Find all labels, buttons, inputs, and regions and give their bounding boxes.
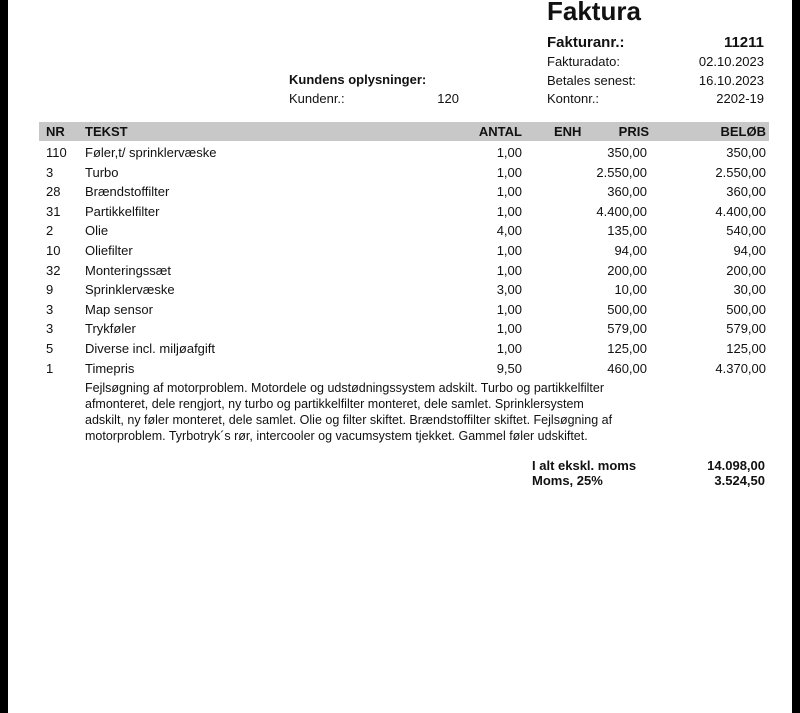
cell-belob: 500,00 — [726, 301, 766, 317]
cell-antal: 1,00 — [496, 301, 522, 317]
cell-pris: 2.550,00 — [596, 164, 647, 180]
due-date-row — [547, 73, 764, 92]
cell-antal: 1,00 — [496, 262, 522, 278]
invoice-title: Faktura — [547, 0, 641, 26]
due-date-label: Betales senest: — [547, 73, 636, 88]
cell-belob: 360,00 — [726, 184, 766, 200]
work-description — [85, 380, 675, 444]
table-row — [39, 202, 769, 221]
invoice-number-label: Fakturanr.: — [547, 34, 625, 51]
table-row — [39, 182, 769, 201]
invoice-number-value: 11211 — [723, 34, 764, 51]
vat-label: Moms, 25% — [532, 473, 603, 488]
invoice-number-row — [547, 34, 764, 53]
table-row — [39, 261, 769, 280]
invoice-date-label: Fakturadato: — [547, 54, 620, 69]
table-row — [39, 241, 769, 260]
cell-antal: 1,00 — [496, 321, 522, 337]
header-antal: ANTAL — [478, 124, 522, 139]
cell-nr: 110 — [46, 145, 67, 160]
cell-antal: 1,00 — [496, 164, 522, 180]
total-excl-vat-label: I alt ekskl. moms — [532, 458, 637, 473]
cell-belob: 200,00 — [726, 262, 766, 278]
cell-pris: 579,00 — [607, 321, 647, 337]
header-tekst: TEKST — [85, 124, 128, 139]
cell-belob: 2.550,00 — [715, 164, 766, 180]
description-line: motorproblem. Tyrbotryk´s rør, intercooler og vacumsystem tjekket. Gammel føler udskiftet. — [85, 429, 588, 443]
cell-nr: 1 — [46, 360, 54, 376]
table-row — [39, 300, 769, 319]
cell-antal: 3,00 — [496, 282, 522, 298]
invoice-date-value: 02.10.2023 — [698, 54, 764, 69]
cell-antal: 1,00 — [496, 184, 522, 200]
cell-tekst: Partikkelfilter — [85, 203, 160, 219]
table-row — [39, 221, 769, 240]
table-row — [39, 339, 769, 358]
cell-tekst: Diverse incl. miljøafgift — [85, 341, 216, 356]
cell-nr: 10 — [46, 243, 61, 258]
header-nr: NR — [46, 124, 65, 139]
cell-pris: 460,00 — [607, 360, 647, 376]
cell-belob: 125,00 — [726, 341, 766, 356]
cell-antal: 1,00 — [496, 341, 522, 356]
cell-pris: 500,00 — [607, 301, 647, 317]
table-row — [39, 359, 769, 378]
vat-value: 3.524,50 — [714, 473, 765, 488]
cell-antal: 1,00 — [496, 243, 522, 258]
table-header — [39, 122, 769, 141]
cell-pris: 200,00 — [607, 262, 647, 278]
customer-number-row — [289, 91, 459, 106]
table-row — [39, 143, 769, 162]
cell-tekst: Timepris — [85, 360, 135, 376]
cell-belob: 579,00 — [726, 321, 766, 337]
cell-belob: 350,00 — [726, 145, 766, 160]
table-row — [39, 163, 769, 182]
customer-number-label: Kundenr.: — [289, 91, 345, 106]
cell-nr: 32 — [46, 262, 61, 278]
cell-tekst: Føler,t/ sprinklervæske — [85, 145, 217, 160]
cell-nr: 5 — [46, 341, 54, 356]
cell-antal: 4,00 — [496, 223, 522, 239]
account-label: Kontonr.: — [547, 91, 600, 106]
cell-pris: 135,00 — [607, 223, 647, 239]
cell-pris: 360,00 — [607, 184, 647, 200]
header-pris: PRIS — [618, 124, 649, 139]
account-row — [547, 91, 764, 110]
cell-pris: 94,00 — [614, 243, 647, 258]
header-belob: BELØB — [720, 124, 766, 139]
cell-nr: 9 — [46, 282, 54, 298]
vat-row — [532, 473, 765, 488]
cell-belob: 94,00 — [733, 243, 766, 258]
cell-antal: 9,50 — [496, 360, 522, 376]
cell-nr: 3 — [46, 321, 54, 337]
cell-belob: 4.370,00 — [715, 360, 766, 376]
customer-number-value: 120 — [437, 91, 459, 106]
cell-nr: 3 — [46, 301, 54, 317]
description-line: adskilt, ny føler monteret, dele samlet. Olie og filter skiftet. Brændstoffilter skiftet. Fejlsøgning af — [85, 413, 613, 427]
header-enh: ENH — [554, 124, 582, 139]
account-value: 2202-19 — [716, 91, 764, 106]
cell-belob: 4.400,00 — [715, 203, 766, 219]
description-line: Fejlsøgning af motorproblem. Motordele og udstødningssystem adskilt. Turbo og partikkelfilter — [85, 381, 604, 395]
cell-tekst: Brændstoffilter — [85, 184, 170, 200]
total-excl-vat-value: 14.098,00 — [707, 458, 765, 473]
cell-nr: 3 — [46, 164, 54, 180]
invoice-page — [8, 0, 792, 713]
invoice-date-row — [547, 54, 764, 73]
cell-tekst: Sprinklervæske — [85, 282, 175, 298]
cell-nr: 2 — [46, 223, 54, 239]
cell-antal: 1,00 — [496, 203, 522, 219]
cell-belob: 540,00 — [726, 223, 766, 239]
cell-pris: 125,00 — [607, 341, 647, 356]
cell-pris: 350,00 — [607, 145, 647, 160]
cell-tekst: Turbo — [85, 164, 119, 180]
cell-tekst: Map sensor — [85, 301, 153, 317]
cell-tekst: Oliefilter — [85, 243, 133, 258]
cell-antal: 1,00 — [496, 145, 522, 160]
table-row — [39, 280, 769, 299]
cell-nr: 31 — [46, 203, 61, 219]
description-line: afmonteret, dele rengjort, ny turbo og partikkelfilter monteret, dele samlet. Sprinklersystem — [85, 397, 584, 411]
cell-tekst: Olie — [85, 223, 109, 239]
table-row — [39, 319, 769, 338]
cell-tekst: Monteringssæt — [85, 262, 171, 278]
cell-belob: 30,00 — [733, 282, 766, 298]
customer-heading: Kundens oplysninger: — [289, 72, 427, 87]
cell-pris: 4.400,00 — [596, 203, 647, 219]
cell-pris: 10,00 — [614, 282, 647, 298]
cell-nr: 28 — [46, 184, 61, 200]
total-excl-vat-row — [532, 458, 765, 473]
due-date-value: 16.10.2023 — [698, 73, 764, 88]
cell-tekst: Trykføler — [85, 321, 136, 337]
